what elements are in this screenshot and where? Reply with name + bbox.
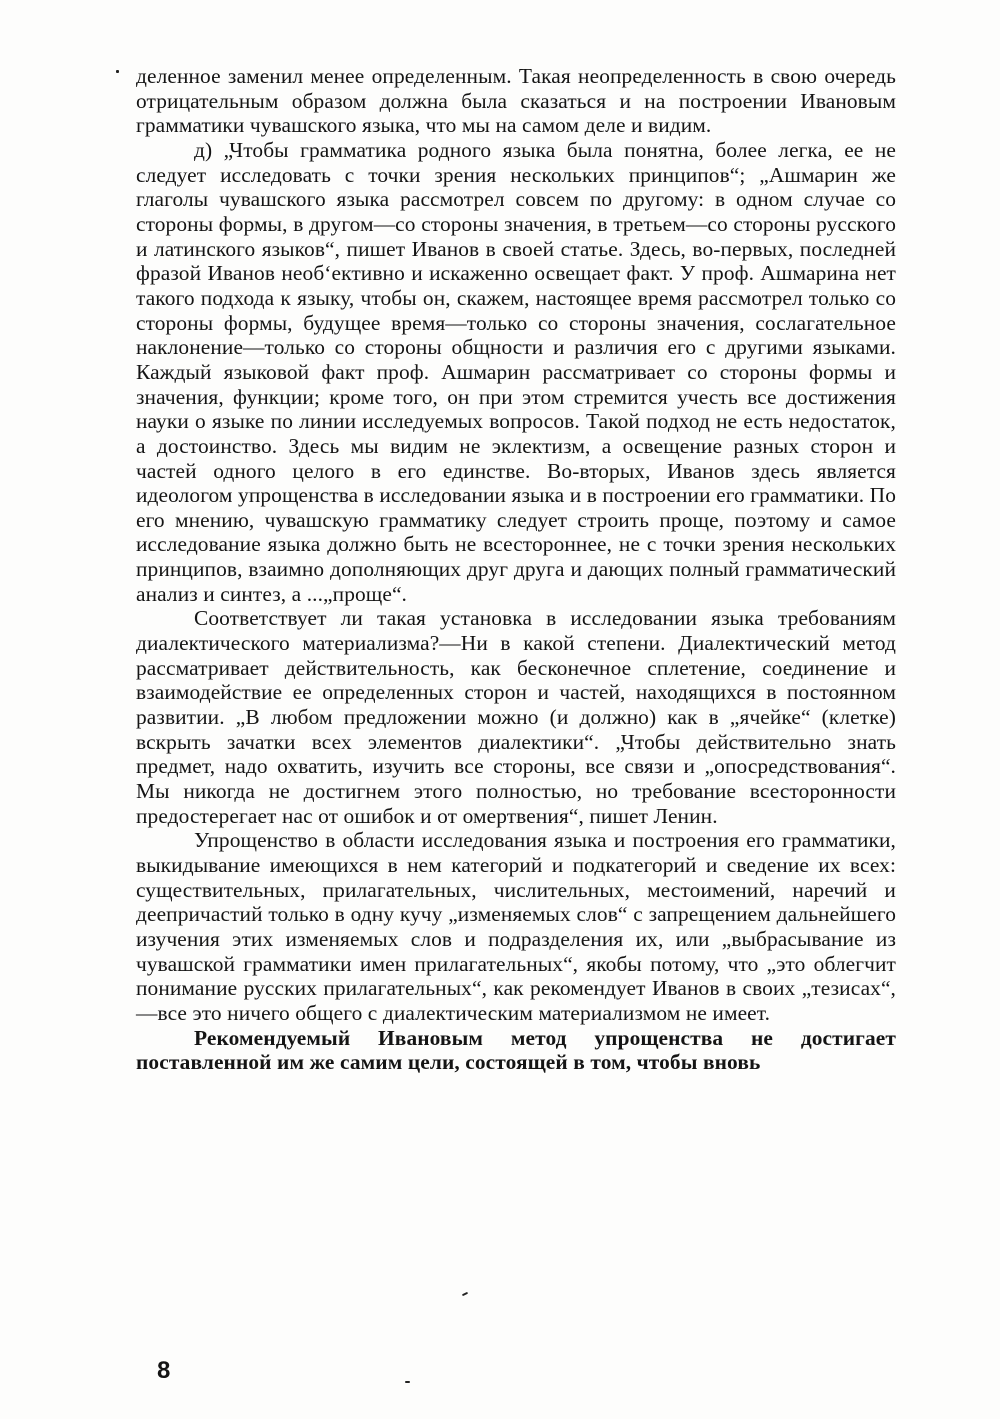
paragraph-method: Рекомендуемый Ивановым метод упрощенства не достигает поставленной им же самим цели, состоящей в том, чтобы вновь [136,1025,896,1075]
print-speck [405,1381,410,1383]
body-text [136,64,896,1075]
paragraph-point-d: д) „Чтобы грамматика родного языка была понятна, более легка, ее не следует исследовать с точки зрения нескольких принципов“; „Ашмарин же глаголы чувашского языка рассмотрел совсем по другому: в одном случае со стороны формы, в другом—со стороны значения, в третьем—со стороны русского и латинского языков“, пишет Иванов в своей статье. Здесь, во-первых, последней фразой Иванов необ‘ективно и искаженно освещает факт. У проф. Ашмарина нет такого подхода к языку, чтобы он, скажем, настоящее время рассмотрел только со стороны формы, будущее время—только со стороны значения, сослагательное наклонение—только со стороны общности и различия его с другими языками. Каждый языковой факт проф. Ашмарин рассматривает со стороны формы и значения, функции; кроме того, он при этом стремится учесть все достижения науки о языке по линии исследуемых вопросов. Такой подход не есть недостаток, а достоинство. Здесь мы видим не эклектизм, а освещение разных сторон и частей одного целого в его единстве. Во-вторых, Иванов здесь является идеологом упрощенства в исследовании языка и в построении его грамматики. По его мнению, чувашскую грамматику следует строить проще, поэтому и самое исследование языка должно быть не всестороннее, не с точки зрения нескольких принципов, взаимно дополняющих друг друга и дающих полный грамматический анализ и синтез, а ...„проще“. [136,137,896,606]
paragraph-continuation: деленное заменил менее определенным. Такая неопределенность в свою очередь отрицательным образом должна была сказаться и на построении Ивановым грамматики чувашского языка, что мы на самом деле и видим. [136,64,896,138]
page-number: 8 [157,1357,171,1384]
paragraph-dialectics: Соответствует ли такая установка в исследовании языка требованиям диалектического материализма?—Ни в какой степени. Диалектический метод рассматривает действительность, как бесконечное сплетение, соединение и взаимодействие ее определенных сторон и частей, находящихся в постоянном развитии. „В любом предложении можно (и должно) как в „ячейке“ (клетке) вскрыть зачатки всех элементов диалектики“. „Чтобы действительно знать предмет, надо охватить, изучить все стороны, все связи и „опосредствования“. Мы никогда не достигнем этого полностью, но требование всесторонности предостерегает нас от ошибок и от омертвения“, пишет Ленин. [136,606,896,828]
print-speck [462,1292,468,1296]
paragraph-simplification: Упрощенство в области исследования языка и построения его грамматики, выкидывание имеющихся в нем категорий и подкатегорий и сведение их всех: существительных, прилагательных, числительных, местоимений, наречий и деепричастий только в одну кучу „изменяемых слов“ с запрещением дальнейшего изучения этих изменяемых слов и подразделения их, или „выбрасывание из чувашской грамматики имен прилагательных“, якобы потому, что „это облегчит понимание русских прилагательных“, как рекомендует Иванов в своих „тезисах“,—все это ничего общего с диалектическим материализмом не имеет. [136,828,896,1025]
print-speck [116,70,119,73]
